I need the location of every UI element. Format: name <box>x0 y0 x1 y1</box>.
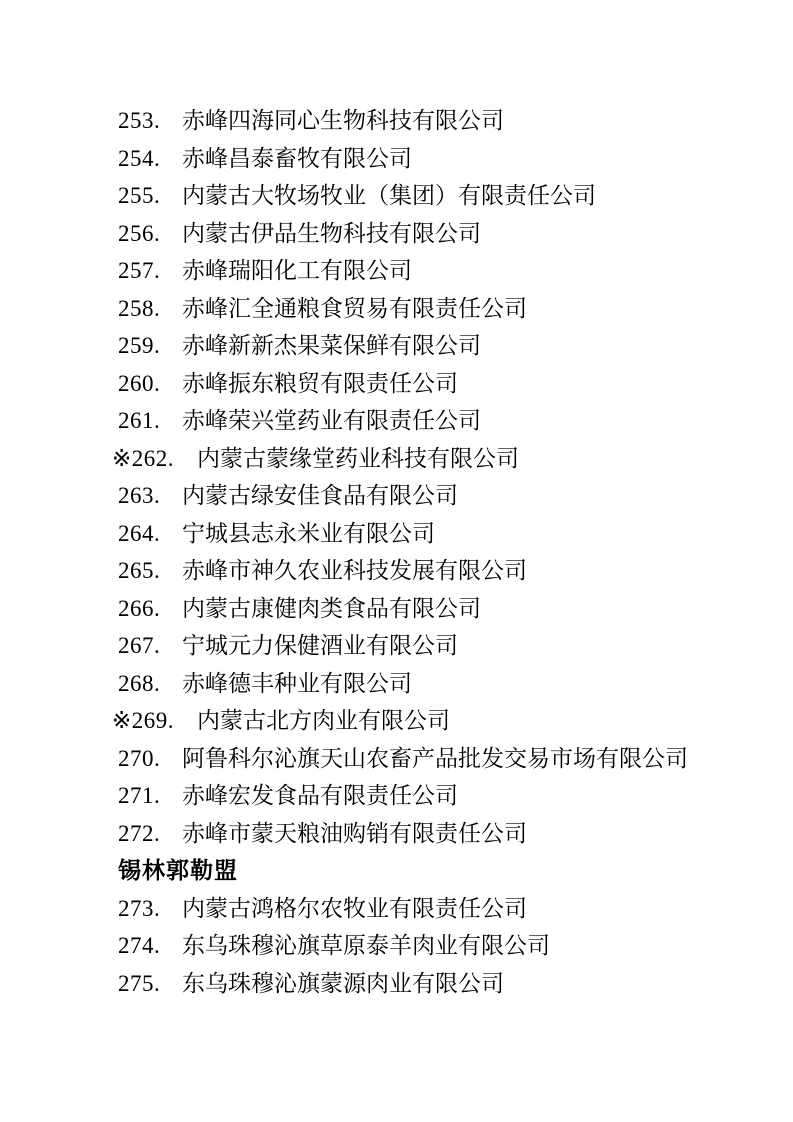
list-item <box>118 890 773 928</box>
list-item <box>118 102 773 140</box>
list-item <box>118 477 773 515</box>
list-item <box>118 252 773 290</box>
company-name: 赤峰昌泰畜牧有限公司 <box>182 145 412 171</box>
item-number: 263. <box>118 483 161 508</box>
company-name: 内蒙古蒙缘堂药业科技有限公司 <box>197 445 519 471</box>
list-item <box>118 290 773 328</box>
company-name: 宁城县志永米业有限公司 <box>182 520 435 546</box>
item-number: 265. <box>118 558 161 583</box>
list-item <box>112 440 773 478</box>
list-item <box>118 927 773 965</box>
item-number: 258. <box>118 295 161 321</box>
list-item <box>118 740 773 778</box>
list-item <box>118 402 773 440</box>
company-name: 赤峰振东粮贸有限责任公司 <box>182 370 458 396</box>
item-number: 256. <box>118 220 161 246</box>
list-item <box>118 590 773 628</box>
company-name: 内蒙古康健肉类食品有限公司 <box>182 595 481 621</box>
item-number: 272. <box>118 820 161 846</box>
company-name: 内蒙古绿安佳食品有限公司 <box>182 483 458 508</box>
list-item <box>118 665 773 703</box>
company-name: 内蒙古鸿格尔农牧业有限责任公司 <box>182 895 527 921</box>
list-item <box>118 327 773 365</box>
company-name: 赤峰瑞阳化工有限公司 <box>182 258 412 283</box>
list-item <box>118 965 773 1003</box>
company-name: 东乌珠穆沁旗蒙源肉业有限公司 <box>182 970 504 996</box>
list-item <box>118 552 773 590</box>
item-number: 264. <box>118 520 161 546</box>
company-name: 赤峰汇全通粮食贸易有限责任公司 <box>182 295 527 321</box>
list-item <box>118 215 773 253</box>
item-number: ※262. <box>112 445 175 471</box>
item-number: 261. <box>118 408 161 433</box>
company-list <box>112 102 773 1002</box>
company-name: 内蒙古伊品生物科技有限公司 <box>182 220 481 246</box>
list-item <box>118 515 773 553</box>
item-number: 254. <box>118 145 161 171</box>
company-name: 赤峰四海同心生物科技有限公司 <box>182 108 504 133</box>
item-number: 259. <box>118 333 161 358</box>
company-name: 赤峰市神久农业科技发展有限公司 <box>182 558 527 583</box>
company-name: 内蒙古北方肉业有限公司 <box>197 708 450 733</box>
company-name: 阿鲁科尔沁旗天山农畜产品批发交易市场有限公司 <box>182 745 688 771</box>
item-number: 266. <box>118 595 161 621</box>
company-name: 赤峰市蒙天粮油购销有限责任公司 <box>182 820 527 846</box>
list-item <box>118 140 773 178</box>
company-name: 赤峰德丰种业有限公司 <box>182 670 412 696</box>
item-number: ※269. <box>112 708 175 733</box>
item-number: 270. <box>118 745 161 771</box>
company-name: 赤峰新新杰果菜保鲜有限公司 <box>182 333 481 358</box>
item-number: 260. <box>118 370 161 396</box>
item-number: 275. <box>118 970 161 996</box>
company-name: 东乌珠穆沁旗草原泰羊肉业有限公司 <box>182 933 550 958</box>
list-item <box>118 177 773 215</box>
company-name: 赤峰宏发食品有限责任公司 <box>182 783 458 808</box>
list-item <box>118 777 773 815</box>
item-number: 253. <box>118 108 161 133</box>
list-item <box>118 815 773 853</box>
item-number: 267. <box>118 633 161 658</box>
list-item <box>112 702 773 740</box>
list-item <box>118 365 773 403</box>
item-number: 274. <box>118 933 161 958</box>
company-name: 宁城元力保健酒业有限公司 <box>182 633 458 658</box>
item-number: 268. <box>118 670 161 696</box>
list-item <box>118 627 773 665</box>
company-name: 内蒙古大牧场牧业（集团）有限责任公司 <box>182 183 596 208</box>
item-number: 257. <box>118 258 161 283</box>
company-name: 赤峰荣兴堂药业有限责任公司 <box>182 408 481 433</box>
item-number: 255. <box>118 183 161 208</box>
item-number: 273. <box>118 895 161 921</box>
item-number: 271. <box>118 783 161 808</box>
section-heading: 锡林郭勒盟 <box>118 857 238 883</box>
